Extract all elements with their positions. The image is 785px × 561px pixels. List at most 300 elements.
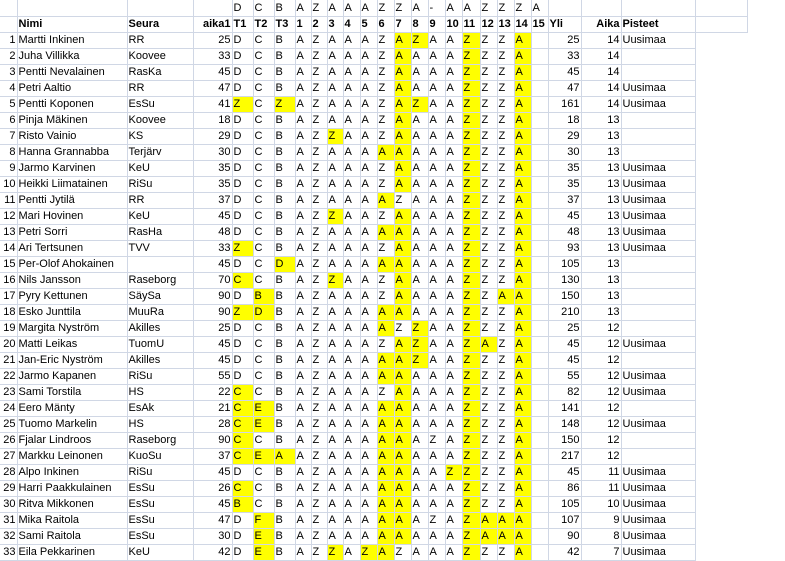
answer-cell[interactable]: Z [480, 352, 497, 368]
yli-cell[interactable] [531, 480, 548, 496]
name-cell[interactable]: Pentti Jytilä [17, 192, 127, 208]
answer-cell[interactable]: Z [480, 368, 497, 384]
answer-cell[interactable]: A [360, 160, 377, 176]
name-cell[interactable]: Per-Olof Ahokainen [17, 256, 127, 272]
answer-cell[interactable]: Z [480, 544, 497, 560]
points-cell[interactable]: 12 [581, 352, 621, 368]
task-answer-cell[interactable]: C [253, 192, 274, 208]
answer-cell[interactable]: A [411, 64, 428, 80]
name-cell[interactable]: Ritva Mikkonen [17, 496, 127, 512]
answer-cell[interactable]: Z [480, 480, 497, 496]
answer-cell[interactable]: A [360, 400, 377, 416]
yli-cell[interactable] [531, 304, 548, 320]
aika-cell[interactable]: 86 [548, 480, 581, 496]
answer-cell[interactable]: A [411, 240, 428, 256]
answer-key-cell[interactable]: A [445, 0, 462, 16]
answer-cell[interactable]: A [445, 80, 462, 96]
answer-cell[interactable]: A [343, 240, 360, 256]
answer-cell[interactable]: A [394, 144, 411, 160]
answer-cell[interactable]: A [411, 496, 428, 512]
header-cell[interactable]: Seura [127, 16, 193, 32]
aika1-cell[interactable]: 45 [193, 352, 232, 368]
name-cell[interactable]: Eero Mänty [17, 400, 127, 416]
points-cell[interactable]: 13 [581, 304, 621, 320]
header-cell[interactable]: 11 [462, 16, 480, 32]
yli-cell[interactable] [531, 320, 548, 336]
answer-cell[interactable]: Z [311, 336, 327, 352]
yli-cell[interactable] [531, 464, 548, 480]
task-answer-cell[interactable]: C [232, 272, 253, 288]
points-cell[interactable]: 13 [581, 160, 621, 176]
name-cell[interactable]: Eila Pekkarinen [17, 544, 127, 560]
answer-cell[interactable]: A [514, 464, 531, 480]
answer-cell[interactable]: A [295, 160, 311, 176]
answer-key-cell[interactable]: A [343, 0, 360, 16]
answer-cell[interactable]: Z [327, 272, 343, 288]
answer-cell[interactable]: A [445, 368, 462, 384]
points-cell[interactable]: 12 [581, 384, 621, 400]
club-cell[interactable] [127, 256, 193, 272]
answer-cell[interactable]: Z [497, 128, 514, 144]
aika-cell[interactable]: 30 [548, 144, 581, 160]
points-cell[interactable]: 10 [581, 496, 621, 512]
answer-cell[interactable]: A [360, 304, 377, 320]
answer-cell[interactable]: A [377, 256, 394, 272]
answer-cell[interactable]: Z [480, 224, 497, 240]
answer-cell[interactable]: A [428, 400, 445, 416]
answer-cell[interactable]: A [360, 224, 377, 240]
answer-cell[interactable]: Z [480, 80, 497, 96]
region-cell[interactable]: Uusimaa [621, 32, 695, 48]
club-cell[interactable]: RR [127, 192, 193, 208]
name-cell[interactable]: Martti Inkinen [17, 32, 127, 48]
answer-cell[interactable]: A [428, 320, 445, 336]
row-number-cell[interactable]: 1 [0, 32, 17, 48]
answer-cell[interactable]: A [295, 256, 311, 272]
answer-cell[interactable]: A [327, 384, 343, 400]
answer-cell[interactable]: A [514, 192, 531, 208]
answer-cell[interactable]: Z [311, 48, 327, 64]
yli-cell[interactable] [531, 192, 548, 208]
row-number-cell[interactable]: 31 [0, 512, 17, 528]
task-answer-cell[interactable]: C [253, 240, 274, 256]
yli-cell[interactable] [531, 176, 548, 192]
name-cell[interactable]: Sami Raitola [17, 528, 127, 544]
task-answer-cell[interactable]: D [232, 64, 253, 80]
answer-cell[interactable]: A [411, 224, 428, 240]
answer-cell[interactable]: A [360, 80, 377, 96]
answer-cell[interactable]: A [377, 496, 394, 512]
task-answer-cell[interactable]: B [274, 64, 295, 80]
answer-cell[interactable]: A [327, 80, 343, 96]
name-cell[interactable]: Nils Jansson [17, 272, 127, 288]
task-answer-cell[interactable]: B [274, 80, 295, 96]
points-cell[interactable]: 14 [581, 64, 621, 80]
header-cell[interactable]: Nimi [17, 16, 127, 32]
answer-cell[interactable]: A [411, 128, 428, 144]
header-cell[interactable]: Pisteet [621, 16, 695, 32]
club-cell[interactable]: KeU [127, 544, 193, 560]
answer-cell[interactable]: A [343, 400, 360, 416]
answer-cell[interactable]: A [428, 96, 445, 112]
answer-cell[interactable]: Z [480, 240, 497, 256]
answer-key-cell[interactable]: Z [394, 0, 411, 16]
yli-cell[interactable] [531, 400, 548, 416]
task-answer-cell[interactable]: C [253, 352, 274, 368]
answer-cell[interactable]: A [327, 368, 343, 384]
answer-cell[interactable]: A [327, 32, 343, 48]
answer-cell[interactable]: A [295, 176, 311, 192]
yli-cell[interactable] [531, 496, 548, 512]
answer-cell[interactable]: Z [480, 272, 497, 288]
answer-cell[interactable]: A [295, 208, 311, 224]
answer-cell[interactable]: A [360, 112, 377, 128]
answer-cell[interactable]: Z [311, 320, 327, 336]
answer-cell[interactable]: A [394, 224, 411, 240]
answer-cell[interactable]: Z [311, 32, 327, 48]
aika-cell[interactable]: 45 [548, 208, 581, 224]
aika-cell[interactable]: 25 [548, 32, 581, 48]
task-answer-cell[interactable]: D [232, 128, 253, 144]
answer-cell[interactable]: Z [462, 320, 480, 336]
aika-cell[interactable]: 35 [548, 176, 581, 192]
answer-cell[interactable]: A [428, 48, 445, 64]
answer-cell[interactable]: A [428, 464, 445, 480]
name-cell[interactable]: Mari Hovinen [17, 208, 127, 224]
answer-cell[interactable]: Z [360, 544, 377, 560]
region-cell[interactable]: Uusimaa [621, 240, 695, 256]
answer-cell[interactable]: A [445, 544, 462, 560]
name-cell[interactable]: Juha Villikka [17, 48, 127, 64]
answer-cell[interactable]: A [327, 304, 343, 320]
answer-cell[interactable]: A [514, 32, 531, 48]
points-cell[interactable]: 13 [581, 144, 621, 160]
club-cell[interactable]: Koovee [127, 48, 193, 64]
answer-cell[interactable]: A [377, 512, 394, 528]
answer-cell[interactable]: A [428, 304, 445, 320]
answer-cell[interactable]: Z [497, 544, 514, 560]
aika-cell[interactable]: 33 [548, 48, 581, 64]
task-answer-cell[interactable]: D [232, 256, 253, 272]
row-number-cell[interactable]: 24 [0, 400, 17, 416]
answer-cell[interactable]: A [295, 320, 311, 336]
answer-cell[interactable]: A [428, 240, 445, 256]
header-cell[interactable]: 3 [327, 16, 343, 32]
answer-key-cell[interactable]: Z [311, 0, 327, 16]
club-cell[interactable]: EsSu [127, 528, 193, 544]
region-cell[interactable] [621, 400, 695, 416]
row-number-cell[interactable]: 22 [0, 368, 17, 384]
club-cell[interactable]: RasKa [127, 64, 193, 80]
region-cell[interactable] [621, 256, 695, 272]
answer-cell[interactable]: A [480, 512, 497, 528]
answer-cell[interactable]: A [514, 112, 531, 128]
yli-cell[interactable] [531, 288, 548, 304]
aika1-cell[interactable]: 35 [193, 176, 232, 192]
answer-cell[interactable]: Z [311, 528, 327, 544]
name-cell[interactable]: Pentti Koponen [17, 96, 127, 112]
answer-cell[interactable]: Z [497, 448, 514, 464]
answer-cell[interactable]: Z [311, 208, 327, 224]
club-cell[interactable]: EsSu [127, 512, 193, 528]
header-cell[interactable]: 2 [311, 16, 327, 32]
answer-cell[interactable]: Z [311, 112, 327, 128]
answer-cell[interactable]: Z [480, 208, 497, 224]
answer-cell[interactable]: A [360, 480, 377, 496]
answer-cell[interactable]: Z [462, 304, 480, 320]
answer-cell[interactable]: Z [311, 496, 327, 512]
task-answer-cell[interactable]: D [232, 320, 253, 336]
answer-cell[interactable]: Z [377, 80, 394, 96]
task-answer-cell[interactable]: D [232, 160, 253, 176]
region-cell[interactable] [621, 48, 695, 64]
yli-cell[interactable] [531, 48, 548, 64]
aika1-cell[interactable]: 45 [193, 256, 232, 272]
answer-cell[interactable]: Z [462, 176, 480, 192]
answer-cell[interactable]: Z [462, 288, 480, 304]
answer-cell[interactable]: A [394, 96, 411, 112]
header-cell[interactable]: T1 [232, 16, 253, 32]
task-answer-cell[interactable]: B [253, 288, 274, 304]
task-answer-cell[interactable]: D [253, 304, 274, 320]
task-answer-cell[interactable]: C [253, 160, 274, 176]
row-number-cell[interactable]: 10 [0, 176, 17, 192]
answer-cell[interactable]: A [428, 336, 445, 352]
answer-cell[interactable]: A [394, 256, 411, 272]
answer-cell[interactable]: A [445, 160, 462, 176]
answer-cell[interactable]: A [327, 432, 343, 448]
answer-cell[interactable]: A [445, 496, 462, 512]
answer-cell[interactable]: Z [394, 320, 411, 336]
name-cell[interactable]: Esko Junttila [17, 304, 127, 320]
task-answer-cell[interactable]: E [253, 528, 274, 544]
points-cell[interactable]: 13 [581, 192, 621, 208]
points-cell[interactable]: 8 [581, 528, 621, 544]
answer-cell[interactable]: A [394, 288, 411, 304]
aika1-cell[interactable]: 33 [193, 240, 232, 256]
answer-cell[interactable]: Z [497, 64, 514, 80]
name-cell[interactable]: Alpo Inkinen [17, 464, 127, 480]
answer-cell[interactable]: A [360, 48, 377, 64]
name-cell[interactable]: Ari Tertsunen [17, 240, 127, 256]
aika1-cell[interactable]: 55 [193, 368, 232, 384]
header-cell[interactable] [0, 16, 17, 32]
points-cell[interactable]: 13 [581, 208, 621, 224]
answer-cell[interactable]: Z [497, 112, 514, 128]
row-number-cell[interactable]: 13 [0, 224, 17, 240]
region-cell[interactable]: Uusimaa [621, 160, 695, 176]
answer-cell[interactable]: A [343, 80, 360, 96]
task-answer-cell[interactable]: C [253, 48, 274, 64]
club-cell[interactable]: Akilles [127, 352, 193, 368]
answer-cell[interactable]: Z [311, 160, 327, 176]
answer-cell[interactable]: A [411, 432, 428, 448]
club-cell[interactable]: EsAk [127, 400, 193, 416]
answer-cell[interactable]: A [411, 256, 428, 272]
answer-cell[interactable]: Z [377, 128, 394, 144]
answer-cell[interactable]: Z [480, 160, 497, 176]
task-answer-cell[interactable]: C [253, 464, 274, 480]
row-number-cell[interactable]: 4 [0, 80, 17, 96]
region-cell[interactable]: Uusimaa [621, 80, 695, 96]
answer-cell[interactable]: Z [462, 224, 480, 240]
answer-cell[interactable]: Z [462, 512, 480, 528]
header-cell[interactable]: Aika [581, 16, 621, 32]
header-cell[interactable] [695, 16, 747, 32]
answer-cell[interactable]: Z [327, 208, 343, 224]
name-cell[interactable]: Jarmo Karvinen [17, 160, 127, 176]
yli-cell[interactable] [531, 336, 548, 352]
answer-cell[interactable]: A [360, 240, 377, 256]
answer-cell[interactable]: Z [480, 64, 497, 80]
answer-cell[interactable]: A [411, 448, 428, 464]
task-answer-cell[interactable]: D [232, 352, 253, 368]
answer-cell[interactable]: Z [497, 336, 514, 352]
task-answer-cell[interactable]: B [274, 272, 295, 288]
answer-cell[interactable]: A [514, 304, 531, 320]
answer-cell[interactable]: Z [462, 448, 480, 464]
answer-cell[interactable]: Z [462, 496, 480, 512]
answer-cell[interactable]: A [428, 144, 445, 160]
answer-cell[interactable]: A [445, 224, 462, 240]
region-cell[interactable] [621, 304, 695, 320]
region-cell[interactable] [621, 272, 695, 288]
answer-cell[interactable]: Z [480, 112, 497, 128]
answer-cell[interactable]: A [445, 432, 462, 448]
answer-cell[interactable]: Z [377, 336, 394, 352]
answer-cell[interactable]: A [360, 32, 377, 48]
yli-cell[interactable] [531, 240, 548, 256]
points-cell[interactable]: 11 [581, 480, 621, 496]
answer-cell[interactable]: A [295, 144, 311, 160]
answer-cell[interactable]: A [428, 80, 445, 96]
answer-cell[interactable]: A [394, 208, 411, 224]
task-answer-cell[interactable]: C [253, 320, 274, 336]
answer-key-cell[interactable]: D [232, 0, 253, 16]
region-cell[interactable]: Uusimaa [621, 416, 695, 432]
answer-cell[interactable]: A [514, 480, 531, 496]
answer-cell[interactable]: Z [411, 32, 428, 48]
answer-cell[interactable]: A [428, 192, 445, 208]
club-cell[interactable]: RasHa [127, 224, 193, 240]
aika-cell[interactable]: 47 [548, 80, 581, 96]
answer-cell[interactable]: A [327, 160, 343, 176]
answer-cell[interactable]: A [394, 352, 411, 368]
answer-cell[interactable]: Z [480, 464, 497, 480]
answer-cell[interactable]: A [377, 320, 394, 336]
answer-cell[interactable]: A [428, 416, 445, 432]
answer-cell[interactable]: Z [377, 48, 394, 64]
region-cell[interactable] [621, 128, 695, 144]
answer-cell[interactable]: Z [311, 464, 327, 480]
answer-cell[interactable]: Z [462, 64, 480, 80]
answer-cell[interactable]: A [514, 448, 531, 464]
aika-cell[interactable]: 48 [548, 224, 581, 240]
points-cell[interactable]: 12 [581, 448, 621, 464]
aika-cell[interactable]: 150 [548, 288, 581, 304]
answer-cell[interactable]: Z [497, 304, 514, 320]
answer-cell[interactable]: Z [462, 144, 480, 160]
answer-cell[interactable]: A [445, 256, 462, 272]
answer-cell[interactable]: A [360, 288, 377, 304]
answer-cell[interactable]: A [394, 416, 411, 432]
region-cell[interactable]: Uusimaa [621, 176, 695, 192]
answer-cell[interactable]: A [445, 528, 462, 544]
row-number-cell[interactable]: 30 [0, 496, 17, 512]
yli-cell[interactable] [531, 416, 548, 432]
answer-cell[interactable]: A [343, 96, 360, 112]
name-cell[interactable]: Tuomo Markelin [17, 416, 127, 432]
answer-cell[interactable]: A [360, 464, 377, 480]
task-answer-cell[interactable]: B [274, 432, 295, 448]
answer-cell[interactable]: A [327, 256, 343, 272]
answer-cell[interactable]: A [394, 400, 411, 416]
answer-cell[interactable]: Z [462, 128, 480, 144]
task-answer-cell[interactable]: C [253, 480, 274, 496]
answer-cell[interactable]: A [445, 144, 462, 160]
answer-cell[interactable]: A [445, 272, 462, 288]
answer-cell[interactable]: Z [497, 224, 514, 240]
answer-cell[interactable]: A [411, 80, 428, 96]
row-number-cell[interactable]: 5 [0, 96, 17, 112]
task-answer-cell[interactable]: C [232, 416, 253, 432]
answer-cell[interactable]: A [480, 336, 497, 352]
yli-cell[interactable] [531, 256, 548, 272]
task-answer-cell[interactable]: C [253, 272, 274, 288]
aika1-cell[interactable]: 22 [193, 384, 232, 400]
answer-cell[interactable]: A [411, 544, 428, 560]
points-cell[interactable]: 12 [581, 368, 621, 384]
aika-cell[interactable]: 37 [548, 192, 581, 208]
answer-cell[interactable]: Z [311, 272, 327, 288]
header-cell[interactable]: 13 [497, 16, 514, 32]
answer-cell[interactable]: Z [311, 304, 327, 320]
answer-cell[interactable]: A [445, 288, 462, 304]
answer-cell[interactable]: A [480, 528, 497, 544]
answer-cell[interactable]: A [343, 64, 360, 80]
answer-cell[interactable]: A [497, 288, 514, 304]
yli-cell[interactable] [531, 432, 548, 448]
club-cell[interactable]: RiSu [127, 176, 193, 192]
aika-cell[interactable]: 105 [548, 496, 581, 512]
yli-cell[interactable] [531, 80, 548, 96]
task-answer-cell[interactable]: C [253, 176, 274, 192]
answer-cell[interactable]: A [445, 512, 462, 528]
answer-cell[interactable]: Z [480, 144, 497, 160]
answer-cell[interactable]: A [327, 400, 343, 416]
yli-cell[interactable] [531, 528, 548, 544]
name-cell[interactable]: Margita Nyström [17, 320, 127, 336]
points-cell[interactable]: 9 [581, 512, 621, 528]
answer-cell[interactable]: A [445, 240, 462, 256]
answer-cell[interactable]: A [514, 384, 531, 400]
aika1-cell[interactable]: 41 [193, 96, 232, 112]
aika-cell[interactable]: 161 [548, 96, 581, 112]
task-answer-cell[interactable]: B [274, 496, 295, 512]
answer-cell[interactable]: A [411, 368, 428, 384]
task-answer-cell[interactable]: C [253, 224, 274, 240]
task-answer-cell[interactable]: D [232, 48, 253, 64]
row-number-cell[interactable]: 17 [0, 288, 17, 304]
answer-cell[interactable]: A [514, 368, 531, 384]
answer-cell[interactable]: A [411, 48, 428, 64]
answer-cell[interactable]: A [343, 432, 360, 448]
points-cell[interactable]: 14 [581, 48, 621, 64]
answer-cell[interactable]: A [445, 64, 462, 80]
answer-cell[interactable]: A [327, 112, 343, 128]
task-answer-cell[interactable]: C [232, 400, 253, 416]
task-answer-cell[interactable]: C [253, 368, 274, 384]
